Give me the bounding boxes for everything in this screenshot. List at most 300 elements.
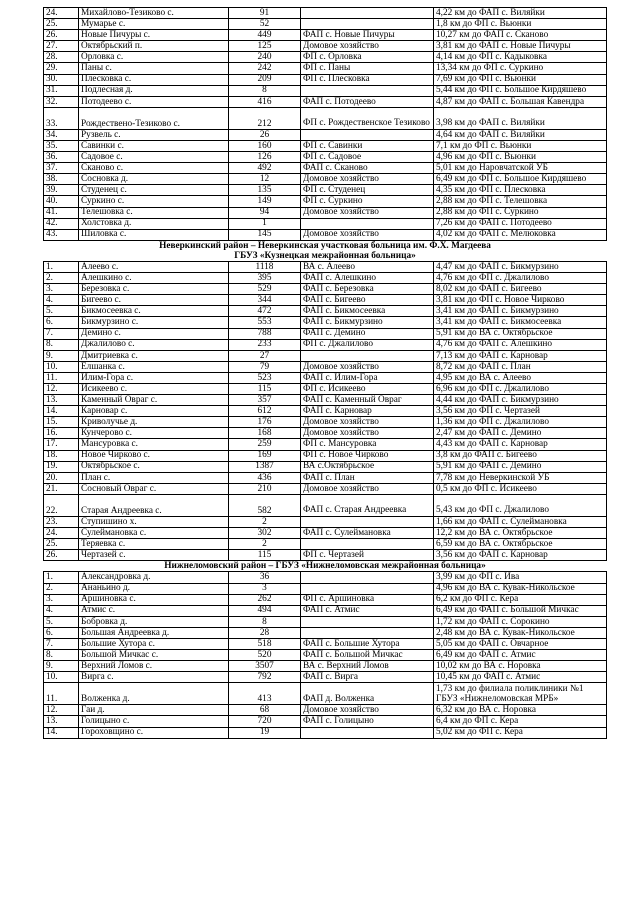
population-cell: 79: [229, 361, 301, 372]
medical-facility-cell: ФАП с. Сулеймановка: [301, 528, 434, 539]
settlement-name-cell: Студенец с.: [79, 185, 229, 196]
population-cell: 115: [229, 550, 301, 561]
population-cell: 233: [229, 339, 301, 350]
row-number-cell: 4.: [44, 605, 79, 616]
row-number-cell: 31.: [44, 85, 79, 96]
table-row: [44, 30, 607, 41]
table-row: [44, 450, 607, 461]
row-number-cell: 5.: [44, 306, 79, 317]
settlement-name-cell: Гороховщино с.: [79, 727, 229, 738]
table-row: [44, 605, 607, 616]
distance-cell: 4,35 км до ФП с. Плесковка: [434, 185, 607, 196]
settlement-name-cell: Савинки с.: [79, 140, 229, 151]
population-cell: 1: [229, 218, 301, 229]
medical-facility-cell: Домовое хозяйство: [301, 174, 434, 185]
population-cell: 27: [229, 350, 301, 361]
medical-facility-cell: ФП с. Орловка: [301, 52, 434, 63]
settlement-name-cell: Голицыно с.: [79, 716, 229, 727]
row-number-cell: 40.: [44, 196, 79, 207]
table-row: [44, 672, 607, 683]
table-row: [44, 63, 607, 74]
population-cell: 126: [229, 152, 301, 163]
section-header-row: [44, 561, 607, 572]
row-number-cell: 12.: [44, 384, 79, 395]
row-number-cell: 26.: [44, 30, 79, 41]
table-row: [44, 163, 607, 174]
row-number-cell: 39.: [44, 185, 79, 196]
settlement-name-cell: Холстовка д.: [79, 218, 229, 229]
table-row: [44, 152, 607, 163]
medical-facility-cell: ФП с. Джалилово: [301, 339, 434, 350]
row-number-cell: 41.: [44, 207, 79, 218]
medical-facility-cell: [301, 19, 434, 30]
row-number-cell: 27.: [44, 41, 79, 52]
table-row: [44, 417, 607, 428]
distance-cell: 3,8 км до ФАП с. Бигеево: [434, 450, 607, 461]
row-number-cell: 9.: [44, 350, 79, 361]
medical-facility-cell: ФАП с. Алешкино: [301, 273, 434, 284]
population-cell: 262: [229, 594, 301, 605]
population-cell: 357: [229, 395, 301, 406]
row-number-cell: 4.: [44, 295, 79, 306]
population-cell: 553: [229, 317, 301, 328]
row-number-cell: 8.: [44, 650, 79, 661]
table-row: [44, 395, 607, 406]
row-number-cell: 13.: [44, 395, 79, 406]
table-row: [44, 716, 607, 727]
distance-cell: 4,44 км до ФАП с. Бикмурзино: [434, 395, 607, 406]
medical-facility-cell: ФП с. Паны: [301, 63, 434, 74]
medical-facility-cell: ФАП с. Голицыно: [301, 716, 434, 727]
distance-cell: 8,02 км до ФАП с. Бигеево: [434, 284, 607, 295]
population-cell: 492: [229, 163, 301, 174]
table-row: [44, 516, 607, 527]
table-row: [44, 472, 607, 483]
table-row: [44, 284, 607, 295]
medical-facility-cell: Домовое хозяйство: [301, 41, 434, 52]
population-cell: 68: [229, 705, 301, 716]
settlement-name-cell: Новое Чирково с.: [79, 450, 229, 461]
table-row: [44, 583, 607, 594]
population-cell: 518: [229, 638, 301, 649]
settlement-name-cell: Ананьино д.: [79, 583, 229, 594]
distance-cell: 3,81 км до ФАП с. Новые Пичуры: [434, 41, 607, 52]
medical-facility-cell: ФАП с. Карновар: [301, 406, 434, 417]
table-row: [44, 185, 607, 196]
table-row: [44, 372, 607, 383]
medical-facility-cell: ФАП с. Большой Мичкас: [301, 650, 434, 661]
distance-cell: 2,47 км до ФАП с. Демино: [434, 428, 607, 439]
settlement-name-cell: Подлесная д.: [79, 85, 229, 96]
distance-cell: 6,32 км до ВА с. Норовка: [434, 705, 607, 716]
distance-cell: 6,59 км до ВА с. Октябрьское: [434, 539, 607, 550]
row-number-cell: 17.: [44, 439, 79, 450]
settlement-name-cell: Бигеево с.: [79, 295, 229, 306]
table-row: [44, 483, 607, 494]
settlement-name-cell: Мансуровка с.: [79, 439, 229, 450]
population-cell: 395: [229, 273, 301, 284]
settlement-name-cell: Михайлово-Тезиково с.: [79, 8, 229, 19]
row-number-cell: 3.: [44, 284, 79, 295]
population-cell: 176: [229, 417, 301, 428]
population-cell: 792: [229, 672, 301, 683]
distance-cell: 4,95 км до ВА с. Алеево: [434, 372, 607, 383]
table-row: [44, 52, 607, 63]
medical-facility-cell: Домовое хозяйство: [301, 428, 434, 439]
row-number-cell: 13.: [44, 716, 79, 727]
distance-cell: 4,76 км до ФП с. Джалилово: [434, 273, 607, 284]
table-row: [44, 616, 607, 627]
table-row: [44, 661, 607, 672]
row-number-cell: 35.: [44, 140, 79, 151]
population-cell: 26: [229, 129, 301, 140]
medical-facility-cell: ФАП с. Вирга: [301, 672, 434, 683]
table-row: [44, 85, 607, 96]
distance-cell: 4,76 км до ФАП с. Алешкино: [434, 339, 607, 350]
settlement-name-cell: Вирга с.: [79, 672, 229, 683]
table-row: [44, 727, 607, 738]
population-cell: 1118: [229, 261, 301, 272]
medical-facility-cell: ФАП с. Каменный Овраг: [301, 395, 434, 406]
table-row: [44, 350, 607, 361]
population-cell: 612: [229, 406, 301, 417]
population-cell: 720: [229, 716, 301, 727]
row-number-cell: 25.: [44, 539, 79, 550]
medical-facility-cell: ФП с. Савинки: [301, 140, 434, 151]
row-number-cell: 21.: [44, 483, 79, 494]
distance-cell: 1,36 км до ФП с. Джалилово: [434, 417, 607, 428]
medical-facility-cell: [301, 85, 434, 96]
medical-facility-cell: ФАП с. Илим-Гора: [301, 372, 434, 383]
distance-cell: 3,41 км до ФАП с. Бикмосеевка: [434, 317, 607, 328]
distance-cell: 6,49 км до ФП с. Большое Кирдяшево: [434, 174, 607, 185]
settlement-name-cell: Паны с.: [79, 63, 229, 74]
row-number-cell: 24.: [44, 528, 79, 539]
settlement-name-cell: Илим-Гора с.: [79, 372, 229, 383]
population-cell: 2: [229, 539, 301, 550]
settlement-name-cell: Садовое с.: [79, 152, 229, 163]
medical-facility-cell: [301, 539, 434, 550]
medical-facility-cell: ФАП с. Демино: [301, 328, 434, 339]
distance-cell: 3,98 км до ФАП с. Виляйки: [434, 107, 607, 129]
table-row: [44, 295, 607, 306]
medical-facility-cell: ВА с. Верхний Ломов: [301, 661, 434, 672]
settlement-name-cell: Аршиновка с.: [79, 594, 229, 605]
row-number-cell: 1.: [44, 572, 79, 583]
settlement-name-cell: Алешкино с.: [79, 273, 229, 284]
row-number-cell: 43.: [44, 229, 79, 240]
population-cell: 523: [229, 372, 301, 383]
settlement-name-cell: Алеево с.: [79, 261, 229, 272]
medical-facility-cell: ФАП с. Бигеево: [301, 295, 434, 306]
settlement-name-cell: Шиловка с.: [79, 229, 229, 240]
table-row: [44, 273, 607, 284]
settlement-name-cell: Октябрьское с.: [79, 461, 229, 472]
settlement-name-cell: Атмис с.: [79, 605, 229, 616]
row-number-cell: 24.: [44, 8, 79, 19]
distance-cell: 1,72 км до ФАП с. Сорокино: [434, 616, 607, 627]
medical-facility-cell: ВА с. Алеево: [301, 261, 434, 272]
population-cell: 259: [229, 439, 301, 450]
row-number-cell: 16.: [44, 428, 79, 439]
population-cell: 3: [229, 583, 301, 594]
distance-cell: 4,02 км до ФАП с. Мелюковка: [434, 229, 607, 240]
table-row: [44, 317, 607, 328]
section-title: Нижнеломовский район – ГБУЗ «Нижнеломовская межрайонная больница»: [44, 561, 607, 572]
row-number-cell: 12.: [44, 705, 79, 716]
population-cell: 168: [229, 428, 301, 439]
distance-cell: 5,02 км до ФП с. Кера: [434, 727, 607, 738]
medical-facility-cell: Домовое хозяйство: [301, 361, 434, 372]
settlement-name-cell: Большие Хутора с.: [79, 638, 229, 649]
settlement-name-cell: Каменный Овраг с.: [79, 395, 229, 406]
row-number-cell: 42.: [44, 218, 79, 229]
distance-cell: 4,22 км до ФАП с. Виляйки: [434, 8, 607, 19]
settlement-name-cell: Демино с.: [79, 328, 229, 339]
settlements-table: [43, 7, 607, 739]
distance-cell: 10,45 км до ФАП с. Атмис: [434, 672, 607, 683]
distance-cell: 5,91 км до ФАП с. Демино: [434, 461, 607, 472]
settlement-name-cell: Потодеево с.: [79, 96, 229, 107]
table-row: [44, 339, 607, 350]
medical-facility-cell: Домовое хозяйство: [301, 207, 434, 218]
row-number-cell: 6.: [44, 627, 79, 638]
distance-cell: 7,26 км до ФАП с. Потодеево: [434, 218, 607, 229]
distance-cell: 5,91 км до ВА с. Октябрьское: [434, 328, 607, 339]
settlement-name-cell: Дмитриевка с.: [79, 350, 229, 361]
medical-facility-cell: [301, 129, 434, 140]
distance-cell: 5,43 км до ФП с. Джалилово: [434, 494, 607, 516]
distance-cell: 4,87 км до ФАП с. Большая Кавендра: [434, 96, 607, 107]
population-cell: 344: [229, 295, 301, 306]
settlement-name-cell: Новые Пичуры с.: [79, 30, 229, 41]
table-row: [44, 229, 607, 240]
medical-facility-cell: ФП с. Исикеево: [301, 384, 434, 395]
distance-cell: 4,14 км до ФП с. Кадыковка: [434, 52, 607, 63]
row-number-cell: 15.: [44, 417, 79, 428]
medical-facility-cell: [301, 572, 434, 583]
distance-cell: 7,1 км до ФП с. Вьюнки: [434, 140, 607, 151]
settlement-name-cell: Мумарье с.: [79, 19, 229, 30]
population-cell: 52: [229, 19, 301, 30]
population-cell: 788: [229, 328, 301, 339]
medical-facility-cell: ФАП с. Потодеево: [301, 96, 434, 107]
population-cell: 529: [229, 284, 301, 295]
table-row: [44, 683, 607, 705]
population-cell: 494: [229, 605, 301, 616]
medical-facility-cell: [301, 627, 434, 638]
population-cell: 520: [229, 650, 301, 661]
population-cell: 242: [229, 63, 301, 74]
medical-facility-cell: ФАП с. План: [301, 472, 434, 483]
table-row: [44, 650, 607, 661]
medical-facility-cell: [301, 516, 434, 527]
row-number-cell: 1.: [44, 261, 79, 272]
distance-cell: 13,34 км до ФП с. Суркино: [434, 63, 607, 74]
distance-cell: 2,88 км до ФП с. Суркино: [434, 207, 607, 218]
population-cell: 210: [229, 483, 301, 494]
settlement-name-cell: Бикмосеевка с.: [79, 306, 229, 317]
medical-facility-cell: ФАП с. Березовка: [301, 284, 434, 295]
distance-cell: 2,88 км до ФП с. Телешовка: [434, 196, 607, 207]
settlement-name-cell: Бобровка д.: [79, 616, 229, 627]
row-number-cell: 3.: [44, 594, 79, 605]
table-row: [44, 439, 607, 450]
settlement-name-cell: Рождествено-Тезиково с.: [79, 107, 229, 129]
table-row: [44, 196, 607, 207]
distance-cell: 6,49 км до ФАП с. Атмис: [434, 650, 607, 661]
table-row: [44, 594, 607, 605]
population-cell: 302: [229, 528, 301, 539]
table-row: [44, 129, 607, 140]
distance-cell: 3,81 км до ФП с. Новое Чирково: [434, 295, 607, 306]
section-header-row: [44, 251, 607, 262]
settlement-name-cell: Суркино с.: [79, 196, 229, 207]
row-number-cell: 25.: [44, 19, 79, 30]
row-number-cell: 30.: [44, 74, 79, 85]
medical-facility-cell: ФАП с. Атмис: [301, 605, 434, 616]
distance-cell: 1,8 км до ФП с. Вьюнки: [434, 19, 607, 30]
settlement-name-cell: Елшанка с.: [79, 361, 229, 372]
settlement-name-cell: Кунчерово с.: [79, 428, 229, 439]
distance-cell: 4,96 км до ВА с. Кувак-Никольское: [434, 583, 607, 594]
population-cell: 135: [229, 185, 301, 196]
table-row: [44, 96, 607, 107]
distance-cell: 4,43 км до ФАП с. Карновар: [434, 439, 607, 450]
population-cell: 240: [229, 52, 301, 63]
section-title: Неверкинский район – Неверкинская участковая больница им. Ф.Х. Магдеева: [44, 240, 607, 251]
distance-cell: 3,56 км до ФП с. Чертазей: [434, 406, 607, 417]
table-row: [44, 638, 607, 649]
row-number-cell: 7.: [44, 638, 79, 649]
population-cell: 449: [229, 30, 301, 41]
table-row: [44, 705, 607, 716]
row-number-cell: 14.: [44, 406, 79, 417]
table-row: [44, 41, 607, 52]
settlement-name-cell: Исикеево с.: [79, 384, 229, 395]
population-cell: 12: [229, 174, 301, 185]
table-row: [44, 539, 607, 550]
medical-facility-cell: ФП с. Рождественское Тезиково: [301, 107, 434, 129]
table-row: [44, 19, 607, 30]
medical-facility-cell: ФП с. Садовое: [301, 152, 434, 163]
distance-cell: 10,02 км до ВА с. Норовка: [434, 661, 607, 672]
population-cell: 115: [229, 384, 301, 395]
row-number-cell: 11.: [44, 683, 79, 705]
table-row: [44, 627, 607, 638]
settlement-name-cell: Сосновый Овраг с.: [79, 483, 229, 494]
distance-cell: 4,64 км до ФАП с. Виляйки: [434, 129, 607, 140]
settlement-name-cell: Волженка д.: [79, 683, 229, 705]
distance-cell: 10,27 км до ФАП с. Сканово: [434, 30, 607, 41]
settlement-name-cell: Ступишино х.: [79, 516, 229, 527]
settlement-name-cell: Сулеймановка с.: [79, 528, 229, 539]
medical-facility-cell: ФАП с. Новые Пичуры: [301, 30, 434, 41]
table-body: [44, 8, 607, 739]
settlement-name-cell: Октябрьский п.: [79, 41, 229, 52]
settlement-name-cell: Сосновка д.: [79, 174, 229, 185]
row-number-cell: 7.: [44, 328, 79, 339]
row-number-cell: 36.: [44, 152, 79, 163]
distance-cell: 3,56 км до ФАП с. Карновар: [434, 550, 607, 561]
medical-facility-cell: [301, 218, 434, 229]
settlement-name-cell: Орловка с.: [79, 52, 229, 63]
distance-cell: 7,69 км до ФП с. Вьюнки: [434, 74, 607, 85]
medical-facility-cell: ФАП с. Бикмосеевка: [301, 306, 434, 317]
row-number-cell: 34.: [44, 129, 79, 140]
medical-facility-cell: ФП с. Студенец: [301, 185, 434, 196]
population-cell: 472: [229, 306, 301, 317]
row-number-cell: 11.: [44, 372, 79, 383]
distance-cell: 4,47 км до ФАП с. Бикмурзино: [434, 261, 607, 272]
population-cell: 36: [229, 572, 301, 583]
table-row: [44, 306, 607, 317]
population-cell: 416: [229, 96, 301, 107]
settlement-name-cell: Чертазей с.: [79, 550, 229, 561]
distance-cell: 6,49 км до ФАП с. Большой Мичкас: [434, 605, 607, 616]
population-cell: 8: [229, 616, 301, 627]
row-number-cell: 32.: [44, 96, 79, 107]
medical-facility-cell: ФАП с. Сканово: [301, 163, 434, 174]
row-number-cell: 20.: [44, 472, 79, 483]
population-cell: 28: [229, 627, 301, 638]
settlement-name-cell: Гаи д.: [79, 705, 229, 716]
table-row: [44, 107, 607, 129]
settlement-name-cell: Криволучье д.: [79, 417, 229, 428]
distance-cell: 2,48 км до ВА с. Кувак-Никольское: [434, 627, 607, 638]
distance-cell: 5,05 км до ФАП с. Овчарное: [434, 638, 607, 649]
population-cell: 209: [229, 74, 301, 85]
medical-facility-cell: Домовое хозяйство: [301, 417, 434, 428]
medical-facility-cell: ФП с. Новое Чирково: [301, 450, 434, 461]
population-cell: 3507: [229, 661, 301, 672]
distance-cell: 5,01 км до Наровчатской УБ: [434, 163, 607, 174]
distance-cell: 6,2 км до ФП с. Кера: [434, 594, 607, 605]
settlement-name-cell: Верхний Ломов с.: [79, 661, 229, 672]
settlement-name-cell: Большой Мичкас с.: [79, 650, 229, 661]
table-row: [44, 428, 607, 439]
document-table-sheet: [43, 7, 606, 739]
row-number-cell: 22.: [44, 494, 79, 516]
settlement-name-cell: Бикмурзино с.: [79, 317, 229, 328]
table-row: [44, 261, 607, 272]
table-row: [44, 528, 607, 539]
distance-cell: 6,4 км до ФП с. Кера: [434, 716, 607, 727]
medical-facility-cell: [301, 583, 434, 594]
row-number-cell: 37.: [44, 163, 79, 174]
row-number-cell: 5.: [44, 616, 79, 627]
settlement-name-cell: Старая Андреевка с.: [79, 494, 229, 516]
medical-facility-cell: ФП с. Мансуровка: [301, 439, 434, 450]
settlement-name-cell: Карновар с.: [79, 406, 229, 417]
distance-cell: 7,13 км до ФАП с. Карновар: [434, 350, 607, 361]
row-number-cell: 23.: [44, 516, 79, 527]
medical-facility-cell: ФАП с. Большие Хутора: [301, 638, 434, 649]
table-row: [44, 8, 607, 19]
table-row: [44, 406, 607, 417]
medical-facility-cell: [301, 350, 434, 361]
settlement-name-cell: Березовка с.: [79, 284, 229, 295]
medical-facility-cell: Домовое хозяйство: [301, 229, 434, 240]
row-number-cell: 29.: [44, 63, 79, 74]
medical-facility-cell: [301, 8, 434, 19]
section-header-row: [44, 240, 607, 251]
row-number-cell: 38.: [44, 174, 79, 185]
population-cell: 2: [229, 516, 301, 527]
population-cell: 8: [229, 85, 301, 96]
medical-facility-cell: ФАП д. Волженка: [301, 683, 434, 705]
settlement-name-cell: План с.: [79, 472, 229, 483]
